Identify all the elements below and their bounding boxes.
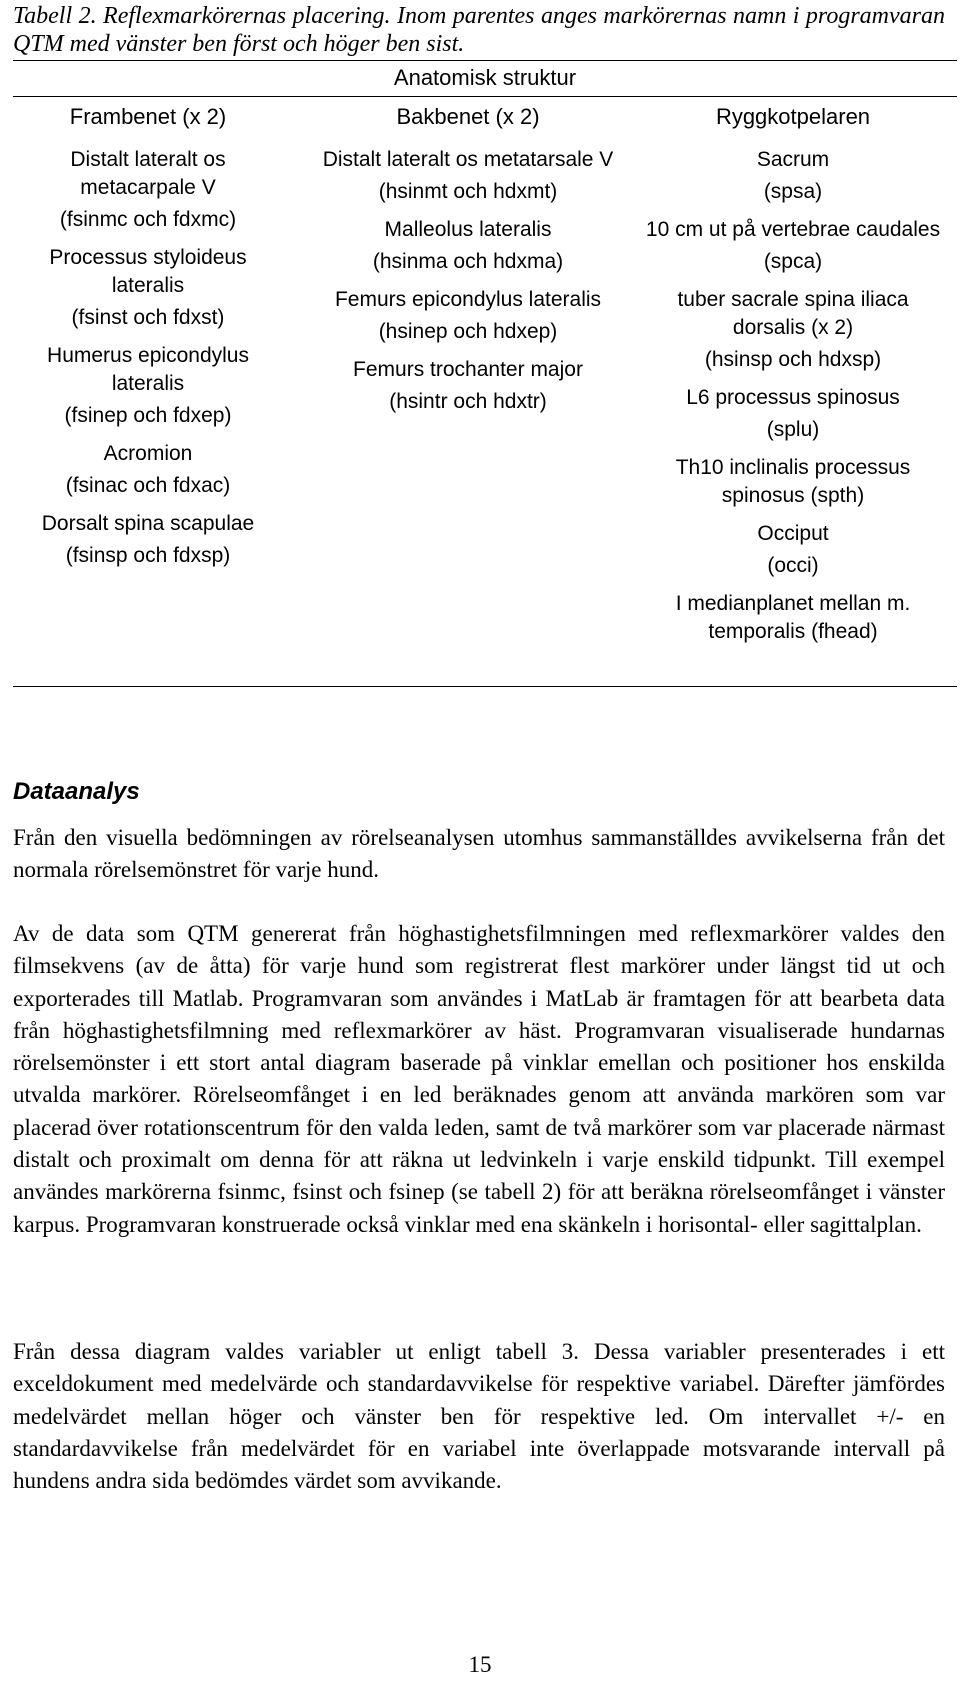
marker-code: (fsinmc och fdxmc) [59, 208, 237, 231]
table-caption: Tabell 2. Reflexmarkörernas placering. Inom parentes anges markörernas namn i programvaran QTM med vänster ben först och höger ben sist. [13, 3, 945, 57]
marker-code: (fsinep och fdxep) [64, 404, 232, 427]
table-cell [643, 384, 943, 444]
page-number: 15 [468, 1652, 492, 1677]
marker-location: Femurs trochanter major [353, 358, 583, 381]
marker-code: (splu) [766, 418, 820, 441]
table-cell [308, 146, 628, 206]
table-cell [13, 146, 283, 234]
marker-location: Dorsalt spina scapulae [41, 512, 255, 535]
column-bakbenet [308, 104, 628, 656]
paragraph: Av de data som QTM genererat från höghastighetsfilmningen med reflexmarkörer valdes den filmsekvens (av de åtta) för varje hund som registrerat flest markörer under längst tid ut och exporterades till Matlab. Programvaran som användes i MatLab är framtagen för att bearbeta data från höghastighetsfilmning med reflexmarkörer av häst. Programvaran visualiserade hundarnas rörelsemönster i ett stort antal diagram baserade på vinklar emellan och positioner hos enskilda utvalda markörer. Rörelseomfånget i en led beräknades genom att använda markören som var placerad över rotationscentrum för den valda leden, samt de två markörer som var placerade närmast distalt och proximalt om denna för att räkna ut ledvinkeln i varje enskild tidpunkt. Till exempel användes markörerna fsinmc, fsinst och fsinep (se tabell 2) för att beräkna rörelseomfånget i vänster karpus. Programvaran konstruerade också vinklar med ena skänkeln i horisontal- eller sagittalplan. [13, 921, 945, 1237]
table-cell [13, 342, 283, 430]
table-cell [643, 520, 943, 580]
paragraph: Från dessa diagram valdes variabler ut enligt tabell 3. Dessa variabler presenterades i ett exceldokument med medelvärde och standardavvikelse för respektive variabel. Därefter jämfördes medelvärdet mellan höger och vänster ben för respektive led. Om intervallet +/- en standardavvikelse från medelvärdet för en variabel inte överlappade motsvarande intervall på hundens andra sida bedömdes värdet som avvikande. [13, 1339, 945, 1494]
table-cell [13, 244, 283, 332]
marker-code: (fsinac och fdxac) [65, 474, 231, 497]
table-header-rule [13, 96, 957, 97]
marker-code: (spca) [763, 250, 823, 273]
column-header: Frambenet (x 2) [69, 104, 227, 129]
table-cell [13, 510, 283, 570]
marker-location: Th10 inclinalis processus spinosus (spth) [675, 456, 911, 507]
marker-code: (hsinmt och hdxmt) [378, 180, 558, 203]
table-top-rule [13, 60, 957, 61]
column-header: Ryggkotpelaren [715, 104, 871, 129]
marker-code: (spsa) [763, 180, 823, 203]
table-cell [13, 440, 283, 500]
marker-code: (hsinma och hdxma) [372, 250, 564, 273]
table-top-header: Anatomisk struktur [393, 65, 577, 90]
marker-code: (hsintr och hdxtr) [389, 390, 547, 413]
column-header: Bakbenet (x 2) [396, 104, 540, 129]
marker-code: (hsinep och hdxep) [378, 320, 558, 343]
column-frambenet [13, 104, 283, 656]
marker-location: L6 processus spinosus [686, 386, 900, 409]
marker-location: Acromion [103, 442, 193, 465]
marker-location: Distalt lateralt os metatarsale V [322, 148, 614, 171]
table-cell [308, 286, 628, 346]
paragraph: Från den visuella bedömningen av rörelseanalysen utomhus sammanställdes avvikelserna från det normala rörelsemönstret för varje hund. [13, 825, 945, 883]
marker-code: (hsinsp och hdxsp) [704, 348, 882, 371]
section-title: Dataanalys [13, 778, 140, 805]
marker-code: (fsinsp och fdxsp) [65, 544, 231, 567]
marker-code: (fsinst och fdxst) [71, 306, 225, 329]
marker-location: Sacrum [756, 148, 830, 171]
marker-location: 10 cm ut på vertebrae caudales [645, 218, 941, 241]
table-cell [643, 216, 943, 276]
table-cell [643, 146, 943, 206]
column-ryggkotpelaren [643, 104, 943, 656]
table-cell [643, 590, 943, 646]
table-cell [643, 454, 943, 510]
marker-location: Processus styloideus lateralis [49, 246, 247, 297]
marker-location: tuber sacrale spina iliaca dorsalis (x 2) [677, 288, 909, 339]
table-cell [643, 286, 943, 374]
marker-location: Distalt lateralt os metacarpale V [70, 148, 226, 199]
marker-location: I medianplanet mellan m. temporalis (fhead) [675, 592, 911, 643]
marker-location: Malleolus lateralis [384, 218, 552, 241]
marker-code: (occi) [767, 554, 819, 577]
table-cell [308, 356, 628, 416]
table-bottom-rule [13, 686, 957, 687]
table-cell [308, 216, 628, 276]
marker-location: Humerus epicondylus lateralis [47, 344, 249, 395]
marker-location: Occiput [757, 522, 829, 545]
marker-location: Femurs epicondylus lateralis [334, 288, 602, 311]
